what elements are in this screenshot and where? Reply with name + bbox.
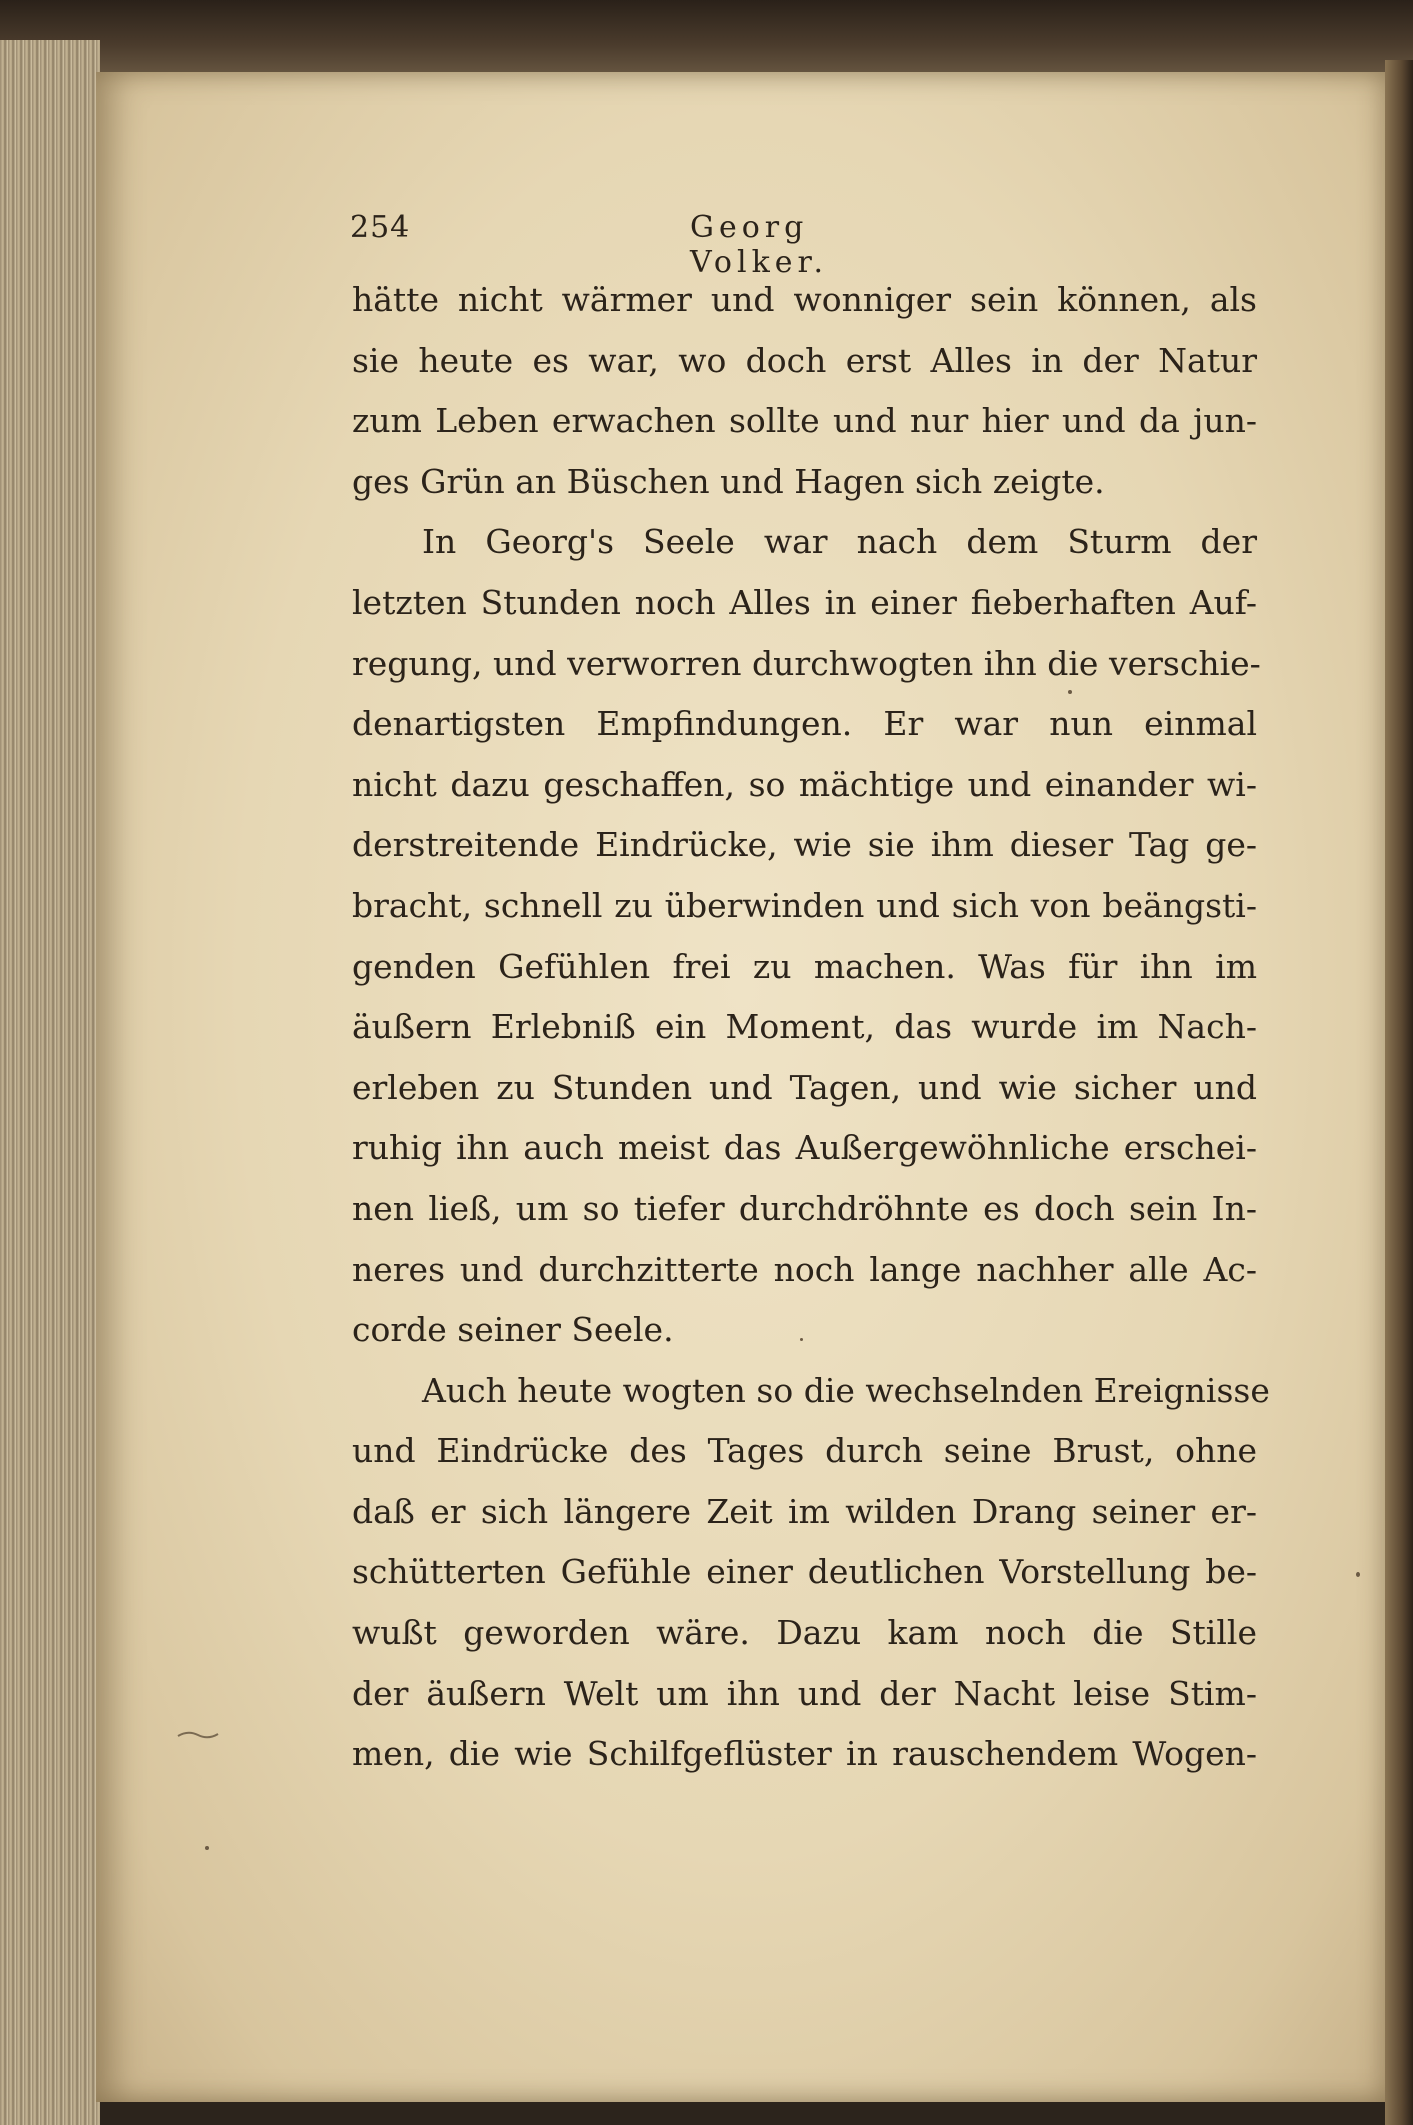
text-line: erleben zu Stunden und Tagen, und wie sicher und <box>352 1067 1257 1107</box>
text-line: denartigsten Empfindungen. Er war nun einmal <box>352 704 1257 744</box>
text-line: men, die wie Schilfgeflüster in rauschendem Wogen- <box>352 1734 1257 1774</box>
text-line: ges Grün an Büschen und Hagen sich zeigte. <box>352 461 1105 501</box>
text-line: sie heute es war, wo doch erst Alles in der Natur <box>352 340 1257 380</box>
text-line: genden Gefühlen frei zu machen. Was für ihn im <box>352 946 1257 986</box>
text-line: corde seiner Seele. <box>352 1310 674 1350</box>
paper-speck <box>205 1846 209 1850</box>
text-line: und Eindrücke des Tages durch seine Brust, ohne <box>352 1431 1257 1471</box>
pencil-mark-icon <box>176 1728 220 1742</box>
text-line: der äußern Welt um ihn und der Nacht leise Stim- <box>352 1673 1257 1713</box>
text-line: schütterten Gefühle einer deutlichen Vorstellung be- <box>352 1552 1257 1592</box>
page-header <box>350 210 946 280</box>
text-line: In Georg's Seele war nach dem Sturm der <box>422 522 1257 562</box>
text-line: nen ließ, um so tiefer durchdröhnte es doch sein In- <box>352 1188 1257 1228</box>
text-line: neres und durchzitterte noch lange nachher alle Ac- <box>352 1249 1257 1289</box>
text-line: regung, und verworren durchwogten ihn die verschie- <box>352 643 1261 683</box>
text-line: äußern Erlebniß ein Moment, das wurde im Nach- <box>352 1007 1257 1047</box>
text-line: letzten Stunden noch Alles in einer fieberhaften Auf- <box>352 582 1257 622</box>
text-line: ruhig ihn auch meist das Außergewöhnliche erschei- <box>352 1128 1257 1168</box>
running-head: Georg Volker. <box>690 210 829 280</box>
text-line: Auch heute wogten so die wechselnden Ereignisse <box>422 1370 1270 1410</box>
paper-speck <box>1356 1572 1360 1577</box>
text-line: hätte nicht wärmer und wonniger sein können, als <box>352 280 1257 319</box>
body-text <box>352 270 1270 1785</box>
page-number: 254 <box>350 210 411 245</box>
text-line: bracht, schnell zu überwinden und sich von beängsti- <box>352 885 1257 925</box>
book-top-edge <box>0 0 1413 80</box>
text-line: nicht dazu geschaffen, so mächtige und einander wi- <box>352 764 1257 804</box>
book-binding-right <box>1385 60 1413 2125</box>
text-line: zum Leben erwachen sollte und nur hier und da jun- <box>352 401 1257 441</box>
page-stack-left <box>0 40 100 2125</box>
text-line: daß er sich längere Zeit im wilden Drang seiner er- <box>352 1491 1257 1531</box>
text-line: derstreitende Eindrücke, wie sie ihm dieser Tag ge- <box>352 825 1257 865</box>
text-line: wußt geworden wäre. Dazu kam noch die Stille <box>352 1613 1257 1653</box>
